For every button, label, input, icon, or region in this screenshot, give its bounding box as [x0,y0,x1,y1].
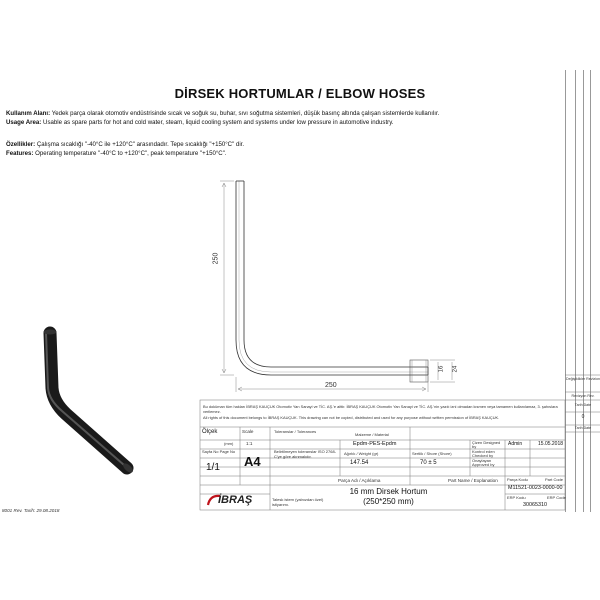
revision-col: Revizyon Rev. [571,394,595,398]
weight-label: Ağırlık / Weight (gr) [344,451,379,456]
partcode-value: M11521-0023-0000-00 [508,485,563,491]
revision-date-col: Tarih Date [574,403,592,407]
dimension-outer: 24 [452,365,459,373]
date-value: 15.05.2018 [538,441,564,447]
revision-number: 0 [581,414,585,420]
features-tr: Özellikler: Çalışma sıcaklığı "-40°C ile +120°C" arasındadır. Tepe sıcaklığı "+150°C" dir. [6,141,245,148]
partname-value: 16 mm Dirsek Hortum [349,487,428,496]
page-value: 1/1 [206,462,220,473]
hardness-value: 70 ± 5 [420,460,437,466]
company-logo [204,492,266,508]
dimension-inner: 16 [438,365,445,373]
drawn-label: Çizen Designed by [472,440,501,450]
erpcode-label: ERP Kodu [507,495,526,500]
page-label: Sayfa No Page No [202,449,236,454]
document-title: DİRSEK HORTUMLAR / ELBOW HOSES [174,86,426,101]
logo-text: İBRAŞ [218,494,253,506]
copyright-notice-tr: Bu doküman tüm hakları İBRAŞ KAUÇUK Otomotiv Yan Sanayi ve TİC. AŞ.'e aittir. İBRAŞ KAUÇUK Otomotiv Yan Sanayi ve TİC. AŞ.'nin yazılı izni olmadan kısmen veya tamamen kullanılamaz, 3. şahıslara verilemez. [203,404,558,414]
partname-label: Parça Adı / Açıklama [338,478,381,483]
format-value: A4 [244,454,261,469]
request-label: Talesk istem (yalnızdan özel) istiyarımı. [272,497,324,507]
footer-revision: 8001 Rev. Tarih: 29.08.2018 [2,508,60,513]
olcek-label: Ölçek [202,429,218,435]
usage-en: Usage Area: Usable as spare parts for hot and cold water, steam, liquid cooling system and systems under low pressure in automotive industry. [6,119,394,126]
features-en: Features: Operating temperature "-40°C to +120°C", peak temperature "+150°C". [6,150,227,157]
dimension-horizontal: 250 [325,382,337,389]
partcode-label: Parça Kodu [507,477,528,482]
weight-value: 147.54 [350,460,369,466]
tolerances-note: Belirtilmeyen toleranslar ISO 2768-C'ye göre alınmalıdır. [274,449,337,459]
revision-header: Değişiklikler Revizion [566,377,600,381]
tolerances-label: Toleranslar / Tolerances [274,429,317,434]
partname-value-2: (250*250 mm) [363,497,414,506]
scale-label: Scale [242,429,254,434]
dimension-vertical: 250 [212,252,220,265]
revision-date-label: Tarih Date [574,426,592,430]
drawn-value: Admin [508,441,523,447]
partcode-label-en: Part Code [545,477,564,482]
copyright-notice-en: All rights of this document belongs to İBRAŞ KAUÇUK. This drawing can not be copied, distributed and used for any purpose without written permission of İBRAŞ KAUÇUK. [203,415,500,420]
erpcode-label-en: ERP Code [547,495,566,500]
erpcode-value: 30065310 [523,502,547,508]
approved-label: Onaylayan Approved by [472,458,495,468]
material-value: Epdm-PES-Epdm [353,441,397,447]
usage-tr: Kullanım Alanı: Yedek parça olarak otomotiv endüstrisinde sıcak ve soğuk su, buhar, sıvı soğutma sistemleri, düşük basınç altında çalışan sistemlerde kullanılır. [6,110,440,117]
material-label: Malzeme / Material [355,432,389,437]
hardness-label: Sertlik / Shore (Shore) [412,451,452,456]
checked-label: Kontrol eden Checked by [472,449,495,459]
partname-label-en: Part Name / Explanation [448,478,498,483]
scale-value: 1:1 [246,441,253,446]
mm-label: (mm) [224,441,234,446]
